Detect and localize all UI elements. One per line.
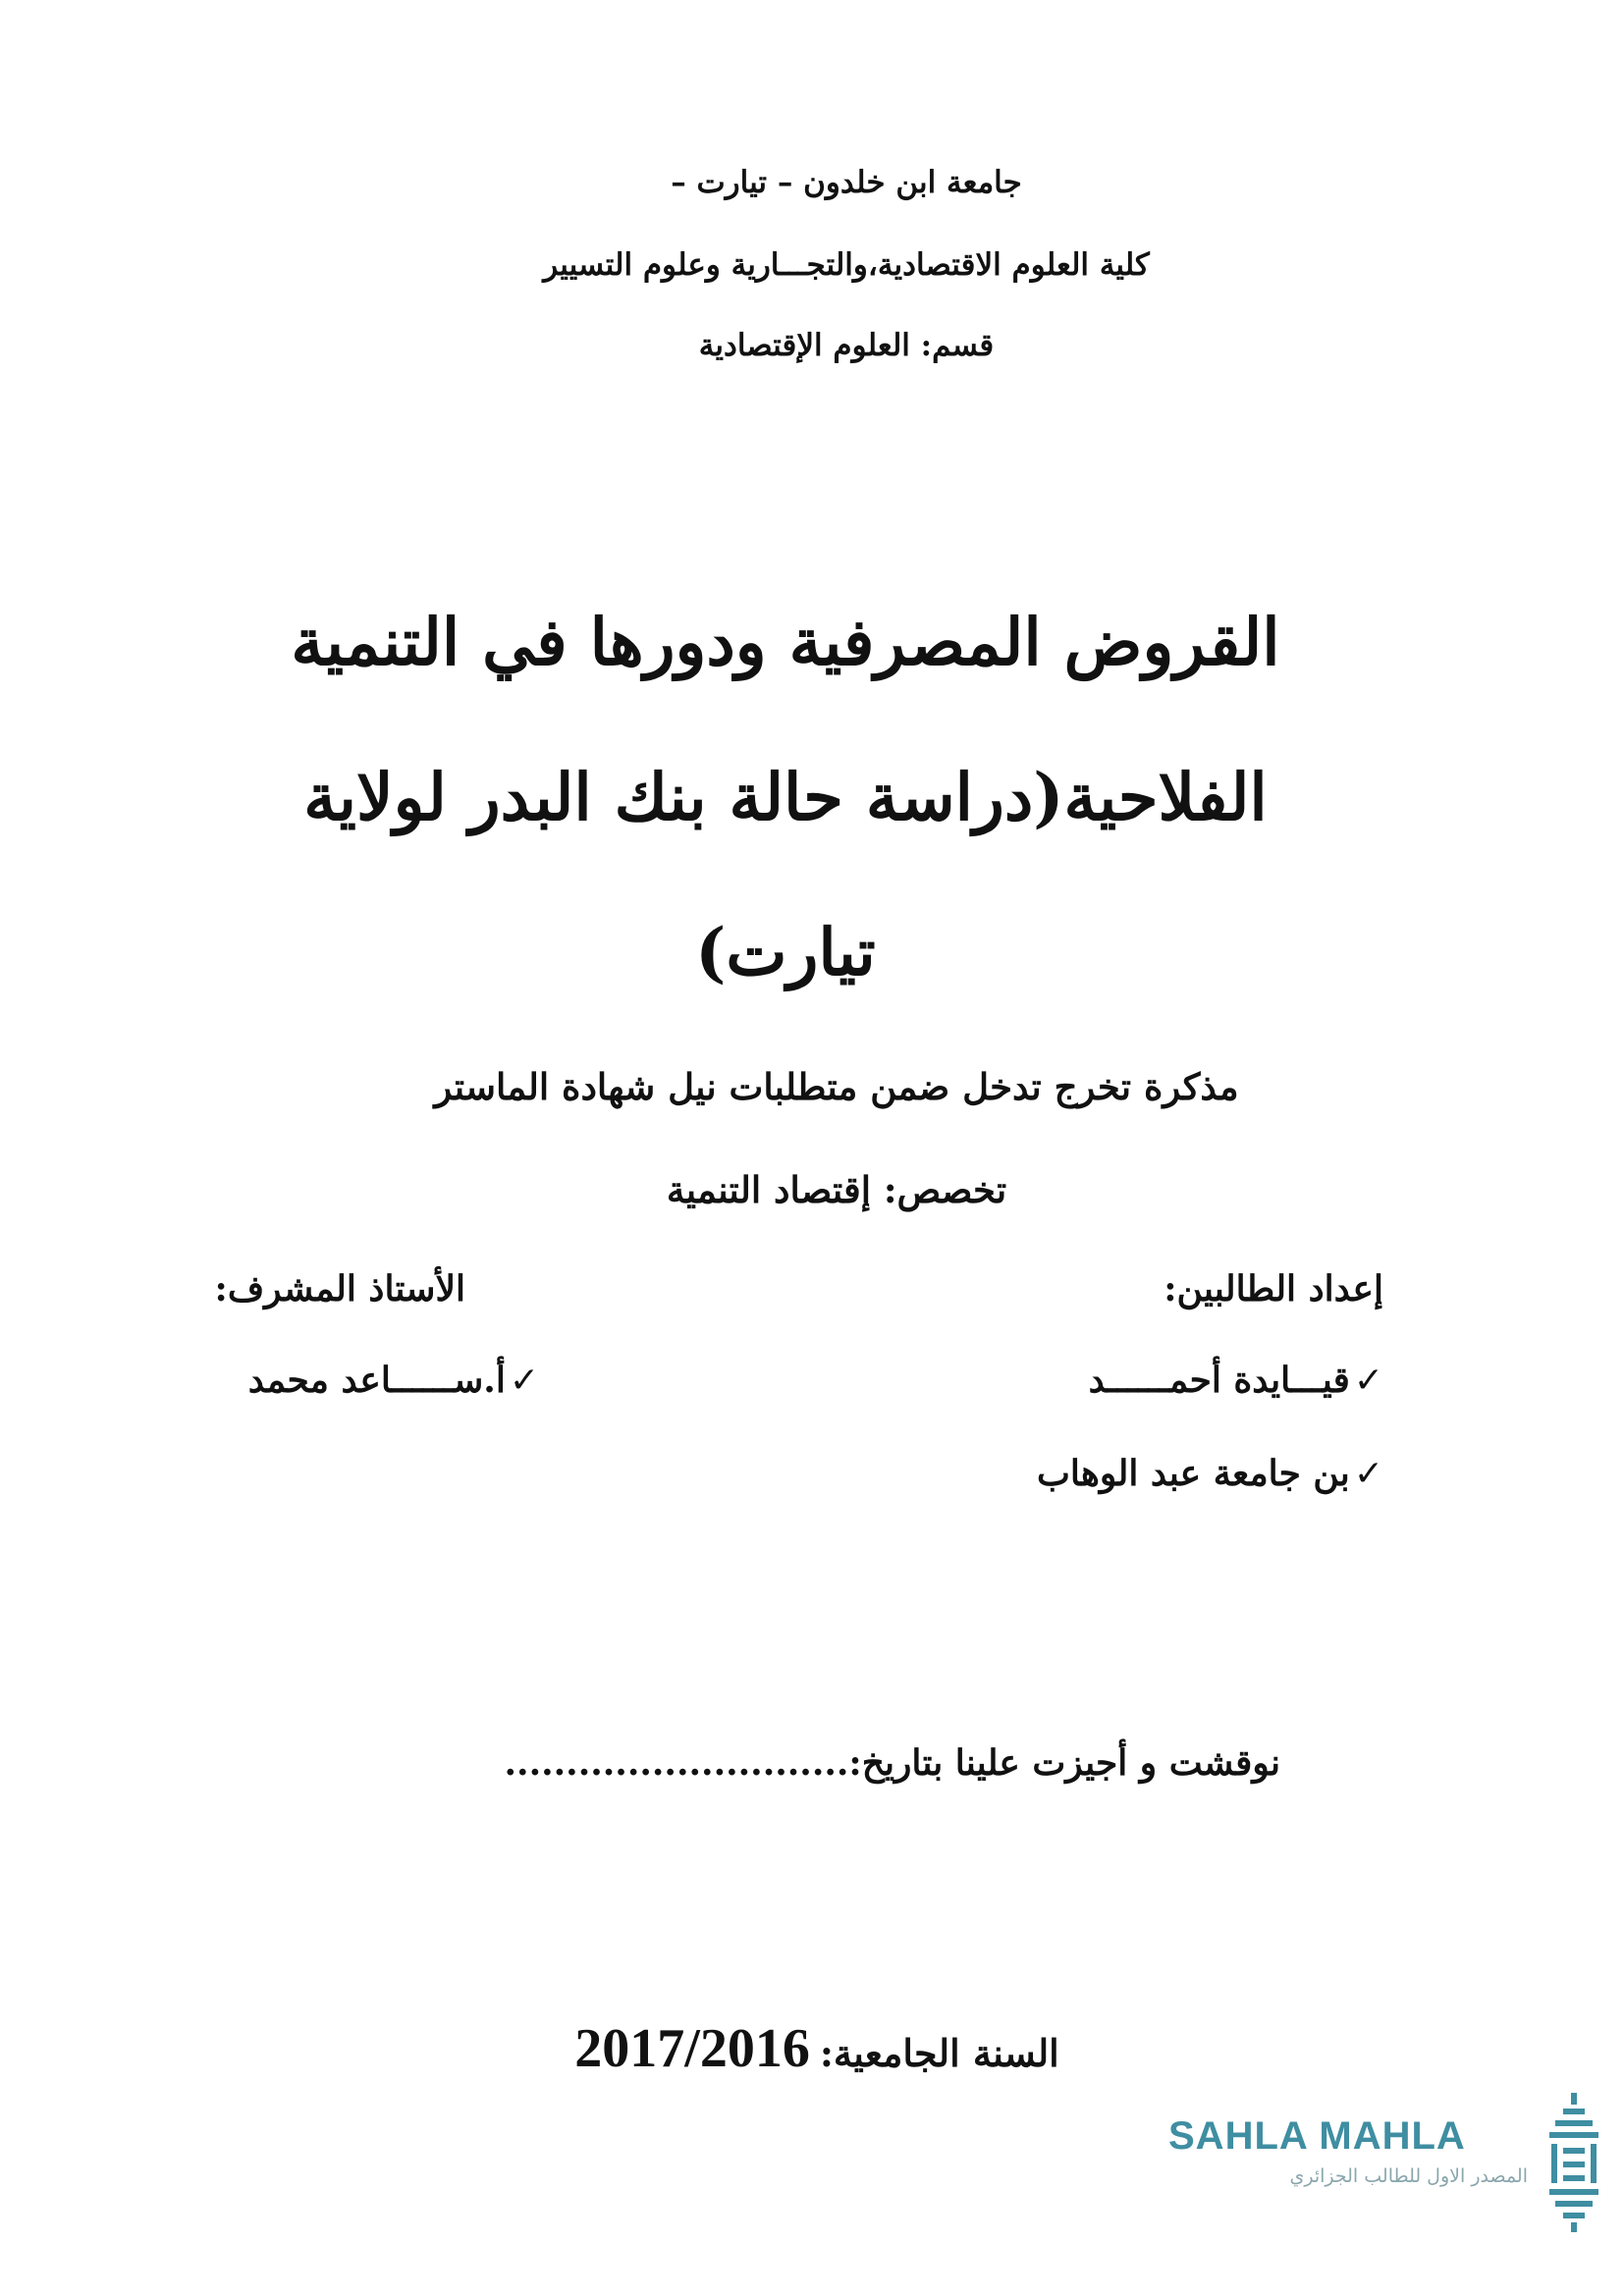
supervisor-name (248, 1360, 539, 1401)
logo-text: SAHLA MAHLA (1168, 2114, 1466, 2158)
student-name-2-text: بن جامعة عبد الوهاب (1036, 1453, 1350, 1494)
faculty-name: كلية العلوم الاقتصادية،والتجـــارية وعلوم التسيير (543, 247, 1150, 283)
supervisor-name-text: أ.ســــــاعد محمد (247, 1360, 506, 1401)
discussion-date-line: نوقشت و أجيزت علينا بتاريخ:............................ (504, 1742, 1280, 1784)
check-icon: ✓ (1353, 1361, 1383, 1401)
university-name: جامعة ابن خلدون – تيارت – (671, 165, 1022, 200)
thesis-title (245, 564, 1326, 1030)
check-icon: ✓ (509, 1361, 539, 1401)
sahla-mahla-logo (1168, 2089, 1610, 2236)
academic-year-label: السنة الجامعية: (819, 2031, 1059, 2075)
thesis-title-line-1: القروض المصرفية ودورها في التنمية (291, 604, 1280, 680)
academic-year (0, 2017, 1624, 2080)
supervisor-label: الأستاذ المشرف: (214, 1268, 465, 1309)
memo-description: مذكرة تخرج تدخل ضمن متطلبات نيل شهادة الماستر (434, 1065, 1239, 1108)
academic-year-value: 2017/2016 (574, 2018, 810, 2079)
check-icon: ✓ (1353, 1454, 1383, 1494)
specialty: تخصص: إقتصاد التنمية (666, 1168, 1007, 1211)
student-name-1 (1089, 1360, 1383, 1401)
student-name-2 (1037, 1453, 1383, 1494)
department-name: قسم: العلوم الإقتصادية (698, 328, 995, 363)
thesis-title-line-3: تيارت) (695, 914, 876, 990)
students-label: إعداد الطالبين: (1164, 1268, 1383, 1309)
calligraphy-emblem-icon (1542, 2089, 1606, 2236)
thesis-title-line-2: الفلاحية(دراسة حالة بنك البدر لولاية (303, 759, 1268, 835)
student-name-1-text: قيـــايدة أحمــــــد (1088, 1360, 1350, 1401)
logo-subtitle: المصدر الاول للطالب الجزائري (1289, 2165, 1528, 2187)
